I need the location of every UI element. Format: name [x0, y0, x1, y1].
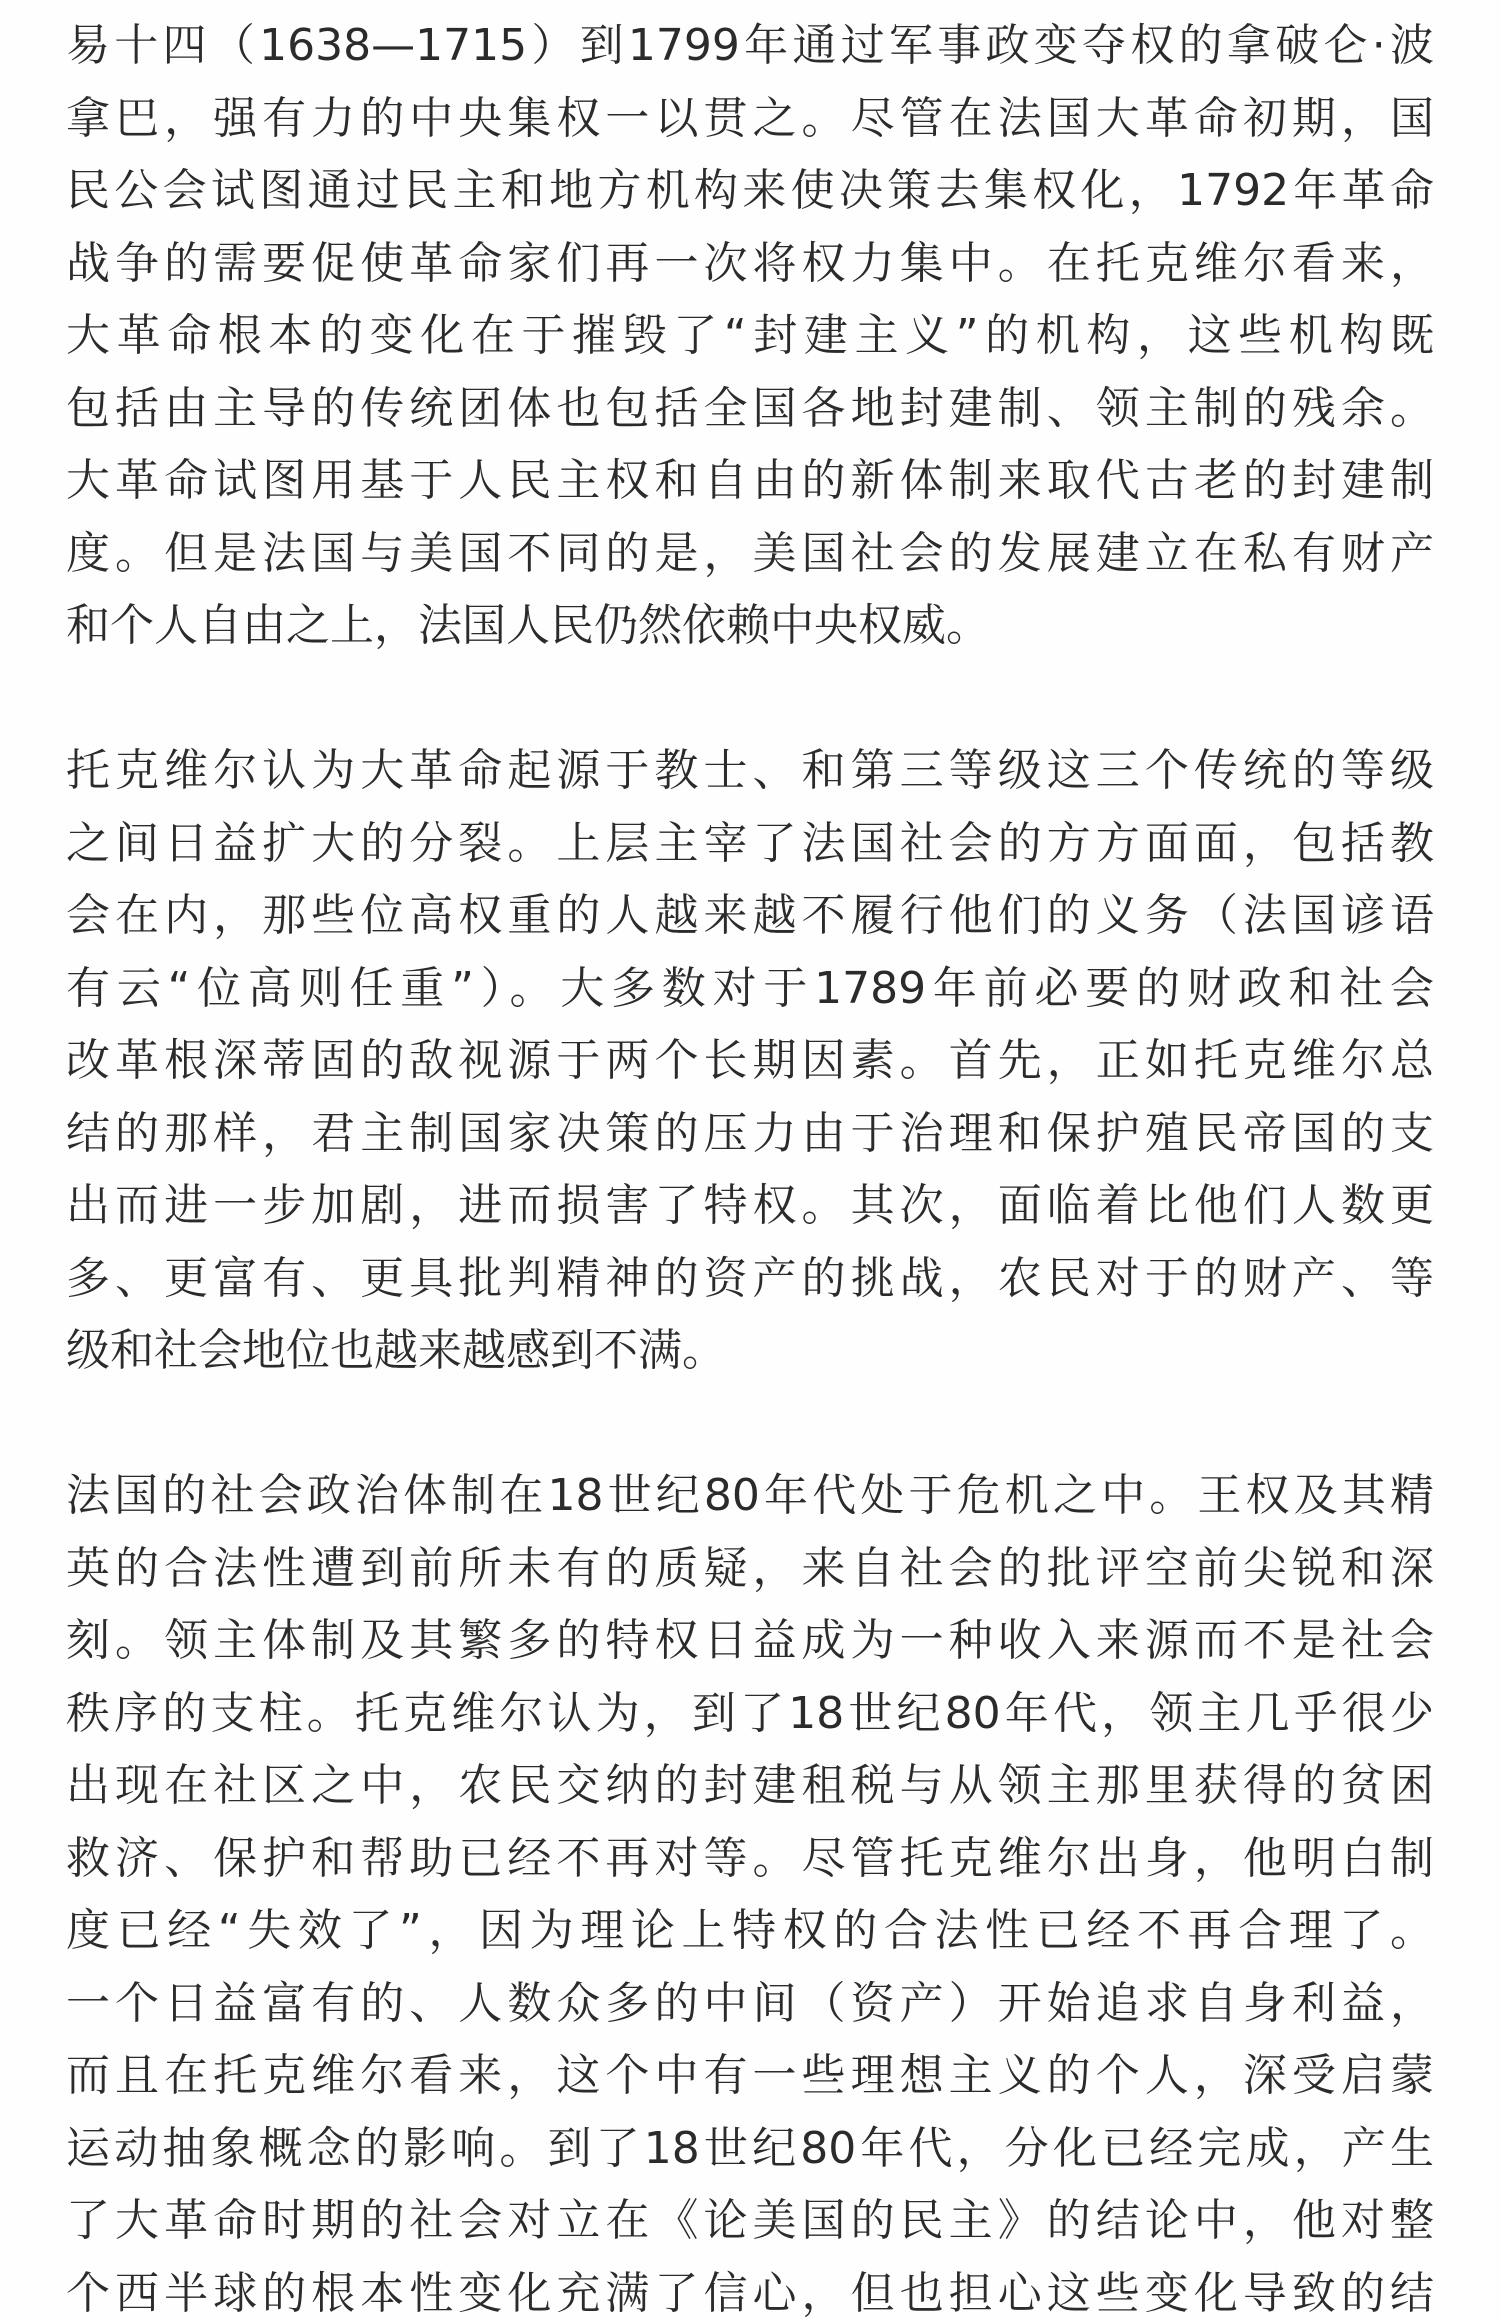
text-line: 和个人自由之上，法国人民仍然依赖中央权威。 [66, 600, 990, 651]
text-line: 出现在社区之中，农民交纳的封建租税与从领主那里获得的贫困 [66, 1760, 1434, 1811]
paragraph-gap [66, 663, 1434, 736]
text-line: 民公会试图通过民主和地方机构来使决策去集权化，1792年革命 [66, 165, 1434, 216]
text-line: 度。但是法国与美国不同的是，美国社会的发展建立在私有财产 [66, 527, 1434, 579]
text-line: 结的那样，君主制国家决策的压力由于治理和保护殖民帝国的支 [66, 1107, 1434, 1159]
text-line: 而且在托克维尔看来，这个中有一些理想主义的个人，深受启蒙 [66, 2050, 1434, 2101]
text-line: 易十四（1638—1715）到1799年通过军事政变夺权的拿破仑·波 [66, 20, 1434, 71]
text-line: 刻。领主体制及其繁多的特权日益成为一种收入来源而不是社会 [66, 1615, 1434, 1666]
text-line: 法国的社会政治体制在18世纪80年代处于危机之中。王权及其精 [66, 1470, 1434, 1521]
text-line: 拿巴，强有力的中央集权一以贯之。尽管在法国大革命初期，国 [66, 92, 1434, 144]
text-line: 之间日益扩大的分裂。上层主宰了法国社会的方方面面，包括教 [66, 817, 1434, 869]
text-line: 战争的需要促使革命家们再一次将权力集中。在托克维尔看来， [66, 237, 1434, 289]
paragraph-gap [66, 1388, 1434, 1461]
paragraph-3 [66, 1460, 1434, 2322]
text-line: 大革命根本的变化在于摧毁了“封建主义”的机构，这些机构既 [66, 310, 1434, 361]
text-line: 英的合法性遭到前所未有的质疑，来自社会的批评空前尖锐和深 [66, 1542, 1434, 1594]
text-line: 改革根深蒂固的敌视源于两个长期因素。首先，正如托克维尔总 [66, 1035, 1434, 1086]
text-line: 会在内，那些位高权重的人越来越不履行他们的义务（法国谚语 [66, 890, 1434, 941]
text-line: 救济、保护和帮助已经不再对等。尽管托克维尔出身，他明白制 [66, 1832, 1434, 1884]
text-line: 包括由主导的传统团体也包括全国各地封建制、领主制的残余。 [66, 382, 1434, 434]
paragraph-2 [66, 735, 1434, 1388]
text-line: 秩序的支柱。托克维尔认为，到了18世纪80年代，领主几乎很少 [66, 1687, 1434, 1739]
article-body [66, 0, 1434, 2322]
text-line: 运动抽象概念的影响。到了18世纪80年代，分化已经完成，产生 [66, 2122, 1434, 2174]
text-line: 了大革命时期的社会对立在《论美国的民主》的结论中，他对整 [66, 2195, 1434, 2246]
text-line: 个西半球的根本性变化充满了信心，但也担心这些变化导致的结 [66, 2267, 1434, 2319]
text-line: 一个日益富有的、人数众多的中间（资产）开始追求自身利益， [66, 1977, 1434, 2029]
text-line: 出而进一步加剧，进而损害了特权。其次，面临着比他们人数更 [66, 1180, 1434, 1231]
text-line: 有云“位高则任重”）。大多数对于1789年前必要的财政和社会 [66, 962, 1434, 1014]
text-line: 托克维尔认为大革命起源于教士、和第三等级这三个传统的等级 [66, 745, 1434, 796]
text-line: 级和社会地位也越来越感到不满。 [66, 1325, 726, 1376]
text-line: 度已经“失效了”，因为理论上特权的合法性已经不再合理了。 [66, 1905, 1434, 1956]
paragraph-1 [66, 10, 1434, 663]
text-line: 大革命试图用基于人民主权和自由的新体制来取代古老的封建制 [66, 455, 1434, 506]
text-line: 多、更富有、更具批判精神的资产的挑战，农民对于的财产、等 [66, 1252, 1434, 1304]
